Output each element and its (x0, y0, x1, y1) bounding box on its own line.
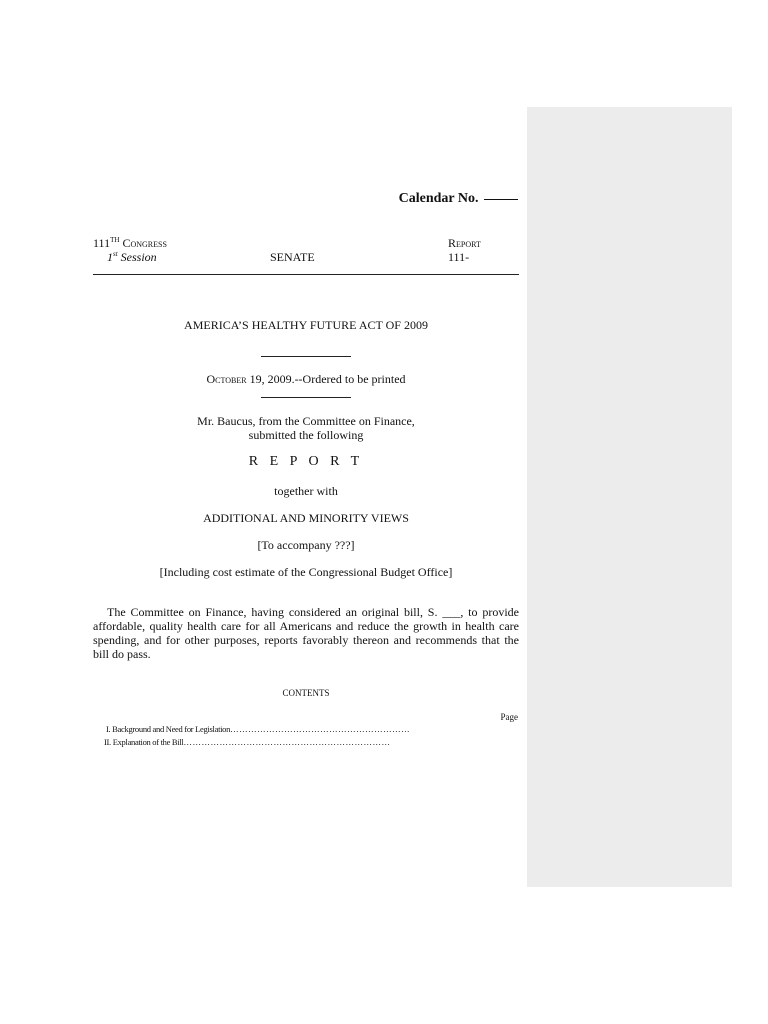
order-date (93, 372, 519, 387)
comment-pane (527, 107, 732, 887)
session-label (107, 250, 157, 264)
accompany-note: [To accompany ???] (257, 538, 355, 552)
congress-word: Congress (122, 236, 167, 250)
report-number: 111- (448, 250, 470, 264)
toc-item-label: I. Background and Need for Legislation (106, 724, 231, 734)
toc-item[interactable] (106, 724, 410, 734)
committee-paragraph: The Committee on Finance, having considered an original bill, S. ___, to provide affordable, quality health care for all Americans and reduce the growth in health care spending, and for other purposes, reports favorably thereon and recommends that the bill do pass. (93, 605, 519, 661)
toc-item[interactable] (104, 737, 390, 747)
additional-views: ADDITIONAL AND MINORITY VIEWS (203, 511, 409, 525)
report-heading: R E P O R T (248, 454, 364, 469)
submitter-line-1: Mr. Baucus, from the Committee on Finance, (197, 414, 415, 428)
calendar-blank (484, 199, 518, 200)
date-month: October (206, 372, 247, 386)
session-ordinal: 1 (107, 250, 113, 264)
toc-item-dots: …………………………………………………………… (183, 737, 391, 747)
toc-item-label: II. Explanation of the Bill (104, 737, 184, 747)
act-title: AMERICA’S HEALTHY FUTURE ACT OF 2009 (184, 318, 428, 332)
date-divider (261, 397, 351, 398)
contents-heading: CONTENTS (282, 688, 330, 698)
calendar-label: Calendar No. (398, 191, 479, 206)
contents-page-label: Page (500, 712, 518, 722)
together-with: together with (274, 484, 338, 498)
session-word: Session (120, 250, 157, 264)
submitter-line-2: submitted the following (248, 428, 364, 442)
congress-number: 111 (93, 236, 111, 250)
chamber-label: SENATE (270, 250, 315, 264)
title-divider (261, 356, 351, 357)
header-divider (93, 274, 519, 275)
cost-estimate-note: [Including cost estimate of the Congressional Budget Office] (159, 565, 453, 579)
session-sup: st (113, 250, 118, 258)
congress-sup: TH (110, 236, 120, 244)
toc-item-dots: …………………………………………………… (230, 724, 411, 734)
date-rest: 19, 2009.--Ordered to be printed (246, 372, 406, 386)
congress-label (93, 236, 167, 250)
calendar-number (399, 191, 518, 207)
report-label: Report (448, 236, 481, 250)
